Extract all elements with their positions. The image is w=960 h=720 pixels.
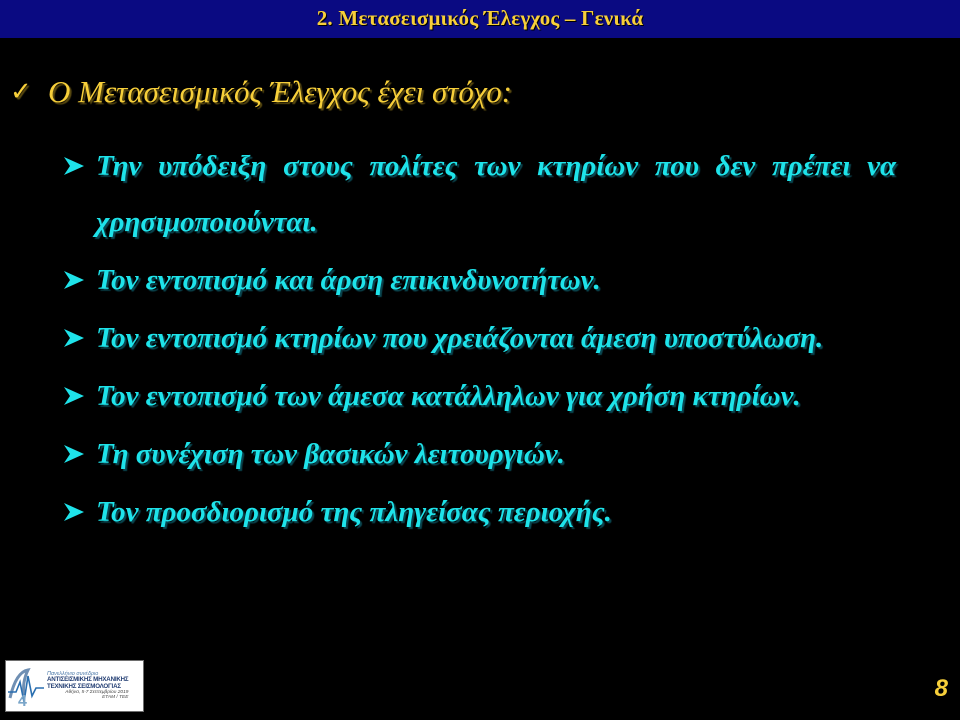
list-item (62, 310, 896, 366)
heading (10, 74, 910, 110)
logo-line-1: Πανελλήνιο συνέδριο (47, 670, 99, 677)
list-item (62, 368, 896, 424)
conference-logo (5, 660, 144, 712)
list-item (62, 484, 896, 540)
arrow-bullet-icon (62, 426, 86, 465)
logo-line-2: ΑΝΤΙΣΕΙΣΜΙΚΗΣ ΜΗΧΑΝΙΚΗΣ (47, 676, 129, 684)
title-bar (0, 0, 960, 38)
arrow-bullet-icon (62, 368, 86, 407)
logo-line-5: ΕΤΑΜ / ΤΕΕ (102, 695, 129, 701)
bullet-text: Τον προσδιορισμό της πληγείσας περιοχής. (96, 496, 612, 528)
arrow-bullet-icon (62, 310, 86, 349)
slide-title: 2. Μετασεισμικός Έλεγχος – Γενικά (316, 5, 644, 30)
bullet-text: Τη συνέχιση των βασικών λειτουργιών. (96, 438, 565, 470)
page-number: 8 (934, 675, 948, 702)
list-item (62, 138, 896, 250)
arrow-bullet-icon (62, 484, 86, 523)
arrow-bullet-icon (62, 138, 86, 177)
bullet-list (62, 138, 896, 542)
bullet-text: Τον εντοπισμό των άμεσα κατάλληλων για χρήση κτηρίων. (96, 380, 801, 412)
heading-text: Ο Μετασεισμικός Έλεγχος έχει στόχο: (48, 74, 513, 109)
svg-text:4: 4 (18, 693, 27, 710)
seismograph-logo-icon (6, 662, 46, 710)
bullet-text: Τον εντοπισμό κτηρίων που χρειάζονται άμεση υποστύλωση. (96, 322, 824, 354)
list-item (62, 426, 896, 482)
bullet-text: Την υπόδειξη στους πολίτες των κτηρίων που δεν πρέπει να χρησιμοποιούνται. (96, 150, 896, 238)
logo-line-4: Αθήνα, 5-7 Σεπτεμβρίου 2019 (65, 690, 129, 696)
checkmark-icon: ✓ (10, 77, 32, 107)
arrow-bullet-icon (62, 252, 86, 291)
bullet-text: Τον εντοπισμό και άρση επικινδυνοτήτων. (96, 264, 601, 296)
list-item (62, 252, 896, 308)
logo-line-3: ΤΕΧΝΙΚΗΣ ΣΕΙΣΜΟΛΟΓΙΑΣ (47, 682, 121, 690)
